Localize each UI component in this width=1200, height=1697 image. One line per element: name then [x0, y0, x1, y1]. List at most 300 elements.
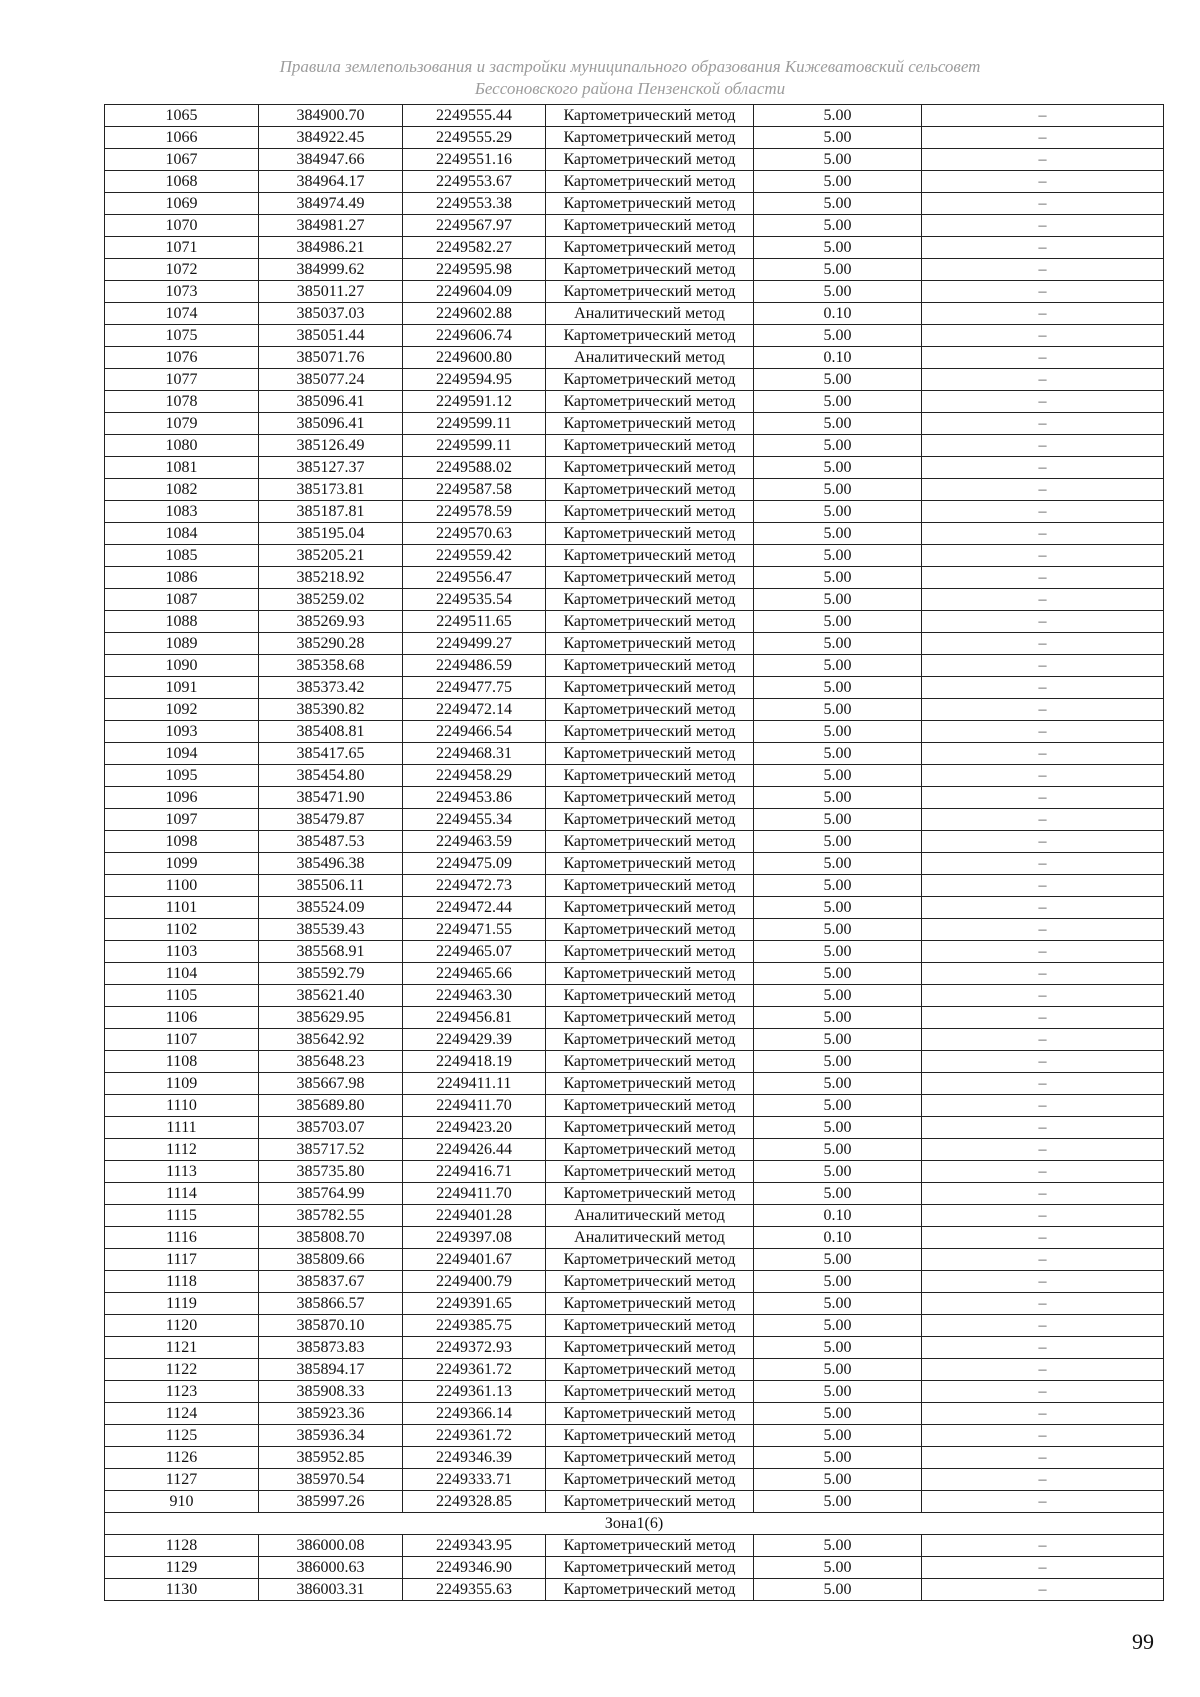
y-coordinate-cell: 2249499.27	[403, 633, 546, 655]
method-cell: Картометрический метод	[546, 501, 754, 523]
point-number-cell: 1101	[105, 897, 259, 919]
y-coordinate-cell: 2249600.80	[403, 347, 546, 369]
accuracy-cell: 5.00	[754, 1249, 922, 1271]
accuracy-cell: 5.00	[754, 963, 922, 985]
point-number-cell: 1128	[105, 1535, 259, 1557]
table-row	[105, 1469, 1164, 1491]
x-coordinate-cell: 385506.11	[259, 875, 403, 897]
method-cell: Картометрический метод	[546, 677, 754, 699]
method-cell: Картометрический метод	[546, 237, 754, 259]
accuracy-cell: 5.00	[754, 149, 922, 171]
point-number-cell: 1074	[105, 303, 259, 325]
note-cell: –	[922, 1007, 1164, 1029]
method-cell: Картометрический метод	[546, 1249, 754, 1271]
accuracy-cell: 5.00	[754, 1293, 922, 1315]
accuracy-cell: 5.00	[754, 391, 922, 413]
note-cell: –	[922, 765, 1164, 787]
method-cell: Аналитический метод	[546, 303, 754, 325]
table-row	[105, 237, 1164, 259]
point-number-cell: 1073	[105, 281, 259, 303]
point-number-cell: 1065	[105, 105, 259, 127]
accuracy-cell: 5.00	[754, 1557, 922, 1579]
y-coordinate-cell: 2249477.75	[403, 677, 546, 699]
note-cell: –	[922, 1359, 1164, 1381]
point-number-cell: 1122	[105, 1359, 259, 1381]
note-cell: –	[922, 1425, 1164, 1447]
table-row	[105, 1051, 1164, 1073]
x-coordinate-cell: 385997.26	[259, 1491, 403, 1513]
table-row	[105, 875, 1164, 897]
point-number-cell: 1105	[105, 985, 259, 1007]
method-cell: Картометрический метод	[546, 897, 754, 919]
note-cell: –	[922, 831, 1164, 853]
accuracy-cell: 5.00	[754, 1183, 922, 1205]
table-row	[105, 391, 1164, 413]
zone-label: Зона1(6)	[105, 1513, 1164, 1535]
y-coordinate-cell: 2249343.95	[403, 1535, 546, 1557]
note-cell: –	[922, 127, 1164, 149]
accuracy-cell: 5.00	[754, 435, 922, 457]
x-coordinate-cell: 385873.83	[259, 1337, 403, 1359]
table-row	[105, 479, 1164, 501]
method-cell: Картометрический метод	[546, 193, 754, 215]
note-cell: –	[922, 545, 1164, 567]
method-cell: Картометрический метод	[546, 765, 754, 787]
accuracy-cell: 5.00	[754, 611, 922, 633]
x-coordinate-cell: 385269.93	[259, 611, 403, 633]
accuracy-cell: 5.00	[754, 369, 922, 391]
table-row	[105, 1095, 1164, 1117]
accuracy-cell: 5.00	[754, 1161, 922, 1183]
table-row	[105, 193, 1164, 215]
note-cell: –	[922, 303, 1164, 325]
y-coordinate-cell: 2249551.16	[403, 149, 546, 171]
note-cell: –	[922, 897, 1164, 919]
x-coordinate-cell: 385259.02	[259, 589, 403, 611]
accuracy-cell: 5.00	[754, 1073, 922, 1095]
method-cell: Картометрический метод	[546, 1293, 754, 1315]
table-row	[105, 1315, 1164, 1337]
table-row	[105, 1381, 1164, 1403]
note-cell: –	[922, 1535, 1164, 1557]
note-cell: –	[922, 1051, 1164, 1073]
x-coordinate-cell: 385866.57	[259, 1293, 403, 1315]
point-number-cell: 1071	[105, 237, 259, 259]
x-coordinate-cell: 385642.92	[259, 1029, 403, 1051]
y-coordinate-cell: 2249602.88	[403, 303, 546, 325]
y-coordinate-cell: 2249456.81	[403, 1007, 546, 1029]
table-row	[105, 1073, 1164, 1095]
y-coordinate-cell: 2249535.54	[403, 589, 546, 611]
table-row	[105, 1161, 1164, 1183]
x-coordinate-cell: 385290.28	[259, 633, 403, 655]
note-cell: –	[922, 853, 1164, 875]
x-coordinate-cell: 385908.33	[259, 1381, 403, 1403]
method-cell: Картометрический метод	[546, 611, 754, 633]
table-row	[105, 435, 1164, 457]
note-cell: –	[922, 1315, 1164, 1337]
x-coordinate-cell: 385096.41	[259, 413, 403, 435]
accuracy-cell: 5.00	[754, 501, 922, 523]
y-coordinate-cell: 2249555.44	[403, 105, 546, 127]
x-coordinate-cell: 385648.23	[259, 1051, 403, 1073]
point-number-cell: 1080	[105, 435, 259, 457]
accuracy-cell: 5.00	[754, 1117, 922, 1139]
method-cell: Картометрический метод	[546, 1535, 754, 1557]
table-row	[105, 1359, 1164, 1381]
accuracy-cell: 5.00	[754, 1271, 922, 1293]
y-coordinate-cell: 2249372.93	[403, 1337, 546, 1359]
y-coordinate-cell: 2249328.85	[403, 1491, 546, 1513]
x-coordinate-cell: 385205.21	[259, 545, 403, 567]
y-coordinate-cell: 2249458.29	[403, 765, 546, 787]
point-number-cell: 1103	[105, 941, 259, 963]
accuracy-cell: 5.00	[754, 281, 922, 303]
note-cell: –	[922, 699, 1164, 721]
point-number-cell: 1091	[105, 677, 259, 699]
point-number-cell: 1096	[105, 787, 259, 809]
method-cell: Аналитический метод	[546, 1227, 754, 1249]
table-row	[105, 699, 1164, 721]
document-header	[100, 56, 1160, 100]
y-coordinate-cell: 2249361.72	[403, 1359, 546, 1381]
y-coordinate-cell: 2249472.73	[403, 875, 546, 897]
x-coordinate-cell: 386003.31	[259, 1579, 403, 1601]
point-number-cell: 1127	[105, 1469, 259, 1491]
accuracy-cell: 5.00	[754, 809, 922, 831]
accuracy-cell: 5.00	[754, 721, 922, 743]
table-row	[105, 149, 1164, 171]
y-coordinate-cell: 2249465.66	[403, 963, 546, 985]
point-number-cell: 1083	[105, 501, 259, 523]
accuracy-cell: 5.00	[754, 1337, 922, 1359]
point-number-cell: 1102	[105, 919, 259, 941]
table-row	[105, 215, 1164, 237]
accuracy-cell: 0.10	[754, 303, 922, 325]
y-coordinate-cell: 2249333.71	[403, 1469, 546, 1491]
point-number-cell: 1069	[105, 193, 259, 215]
x-coordinate-cell: 385408.81	[259, 721, 403, 743]
method-cell: Картометрический метод	[546, 523, 754, 545]
x-coordinate-cell: 385479.87	[259, 809, 403, 831]
note-cell: –	[922, 457, 1164, 479]
y-coordinate-cell: 2249400.79	[403, 1271, 546, 1293]
method-cell: Картометрический метод	[546, 633, 754, 655]
point-number-cell: 1078	[105, 391, 259, 413]
method-cell: Картометрический метод	[546, 1161, 754, 1183]
method-cell: Картометрический метод	[546, 963, 754, 985]
method-cell: Картометрический метод	[546, 853, 754, 875]
y-coordinate-cell: 2249385.75	[403, 1315, 546, 1337]
point-number-cell: 1120	[105, 1315, 259, 1337]
point-number-cell: 1079	[105, 413, 259, 435]
table-row	[105, 347, 1164, 369]
accuracy-cell: 5.00	[754, 479, 922, 501]
y-coordinate-cell: 2249594.95	[403, 369, 546, 391]
y-coordinate-cell: 2249346.39	[403, 1447, 546, 1469]
method-cell: Картометрический метод	[546, 699, 754, 721]
table-row	[105, 1205, 1164, 1227]
x-coordinate-cell: 385809.66	[259, 1249, 403, 1271]
point-number-cell: 1088	[105, 611, 259, 633]
coordinates-table	[104, 104, 1164, 1601]
table-row	[105, 897, 1164, 919]
x-coordinate-cell: 385417.65	[259, 743, 403, 765]
x-coordinate-cell: 385952.85	[259, 1447, 403, 1469]
table-row	[105, 1337, 1164, 1359]
method-cell: Аналитический метод	[546, 1205, 754, 1227]
note-cell: –	[922, 369, 1164, 391]
y-coordinate-cell: 2249429.39	[403, 1029, 546, 1051]
x-coordinate-cell: 385011.27	[259, 281, 403, 303]
y-coordinate-cell: 2249423.20	[403, 1117, 546, 1139]
y-coordinate-cell: 2249567.97	[403, 215, 546, 237]
x-coordinate-cell: 385195.04	[259, 523, 403, 545]
point-number-cell: 1118	[105, 1271, 259, 1293]
table-row	[105, 1425, 1164, 1447]
point-number-cell: 1109	[105, 1073, 259, 1095]
note-cell: –	[922, 259, 1164, 281]
accuracy-cell: 5.00	[754, 413, 922, 435]
x-coordinate-cell: 385629.95	[259, 1007, 403, 1029]
y-coordinate-cell: 2249361.72	[403, 1425, 546, 1447]
x-coordinate-cell: 385358.68	[259, 655, 403, 677]
point-number-cell: 1115	[105, 1205, 259, 1227]
method-cell: Картометрический метод	[546, 875, 754, 897]
method-cell: Картометрический метод	[546, 1469, 754, 1491]
accuracy-cell: 5.00	[754, 1315, 922, 1337]
x-coordinate-cell: 385870.10	[259, 1315, 403, 1337]
point-number-cell: 1106	[105, 1007, 259, 1029]
point-number-cell: 1092	[105, 699, 259, 721]
table-row	[105, 501, 1164, 523]
note-cell: –	[922, 611, 1164, 633]
method-cell: Картометрический метод	[546, 1403, 754, 1425]
y-coordinate-cell: 2249411.11	[403, 1073, 546, 1095]
x-coordinate-cell: 385735.80	[259, 1161, 403, 1183]
point-number-cell: 1123	[105, 1381, 259, 1403]
y-coordinate-cell: 2249587.58	[403, 479, 546, 501]
note-cell: –	[922, 1447, 1164, 1469]
note-cell: –	[922, 281, 1164, 303]
note-cell: –	[922, 501, 1164, 523]
accuracy-cell: 0.10	[754, 1205, 922, 1227]
table-row	[105, 545, 1164, 567]
accuracy-cell: 5.00	[754, 831, 922, 853]
accuracy-cell: 5.00	[754, 677, 922, 699]
y-coordinate-cell: 2249401.28	[403, 1205, 546, 1227]
table-row	[105, 1117, 1164, 1139]
note-cell: –	[922, 1205, 1164, 1227]
y-coordinate-cell: 2249606.74	[403, 325, 546, 347]
note-cell: –	[922, 721, 1164, 743]
table-row	[105, 171, 1164, 193]
y-coordinate-cell: 2249578.59	[403, 501, 546, 523]
note-cell: –	[922, 391, 1164, 413]
accuracy-cell: 5.00	[754, 1051, 922, 1073]
page-number: 99	[1132, 1629, 1154, 1654]
table-row	[105, 1183, 1164, 1205]
y-coordinate-cell: 2249556.47	[403, 567, 546, 589]
method-cell: Картометрический метод	[546, 1183, 754, 1205]
x-coordinate-cell: 385689.80	[259, 1095, 403, 1117]
note-cell: –	[922, 1337, 1164, 1359]
method-cell: Картометрический метод	[546, 1095, 754, 1117]
y-coordinate-cell: 2249355.63	[403, 1579, 546, 1601]
note-cell: –	[922, 215, 1164, 237]
y-coordinate-cell: 2249588.02	[403, 457, 546, 479]
note-cell: –	[922, 105, 1164, 127]
note-cell: –	[922, 1183, 1164, 1205]
table-row	[105, 1557, 1164, 1579]
note-cell: –	[922, 1029, 1164, 1051]
note-cell: –	[922, 1381, 1164, 1403]
note-cell: –	[922, 171, 1164, 193]
accuracy-cell: 5.00	[754, 237, 922, 259]
x-coordinate-cell: 385970.54	[259, 1469, 403, 1491]
method-cell: Картометрический метод	[546, 127, 754, 149]
accuracy-cell: 5.00	[754, 897, 922, 919]
y-coordinate-cell: 2249361.13	[403, 1381, 546, 1403]
accuracy-cell: 5.00	[754, 1359, 922, 1381]
note-cell: –	[922, 479, 1164, 501]
method-cell: Картометрический метод	[546, 391, 754, 413]
note-cell: –	[922, 413, 1164, 435]
point-number-cell: 1066	[105, 127, 259, 149]
method-cell: Картометрический метод	[546, 743, 754, 765]
point-number-cell: 1068	[105, 171, 259, 193]
y-coordinate-cell: 2249559.42	[403, 545, 546, 567]
point-number-cell: 1117	[105, 1249, 259, 1271]
accuracy-cell: 5.00	[754, 567, 922, 589]
method-cell: Картометрический метод	[546, 831, 754, 853]
accuracy-cell: 5.00	[754, 589, 922, 611]
table-row	[105, 567, 1164, 589]
y-coordinate-cell: 2249453.86	[403, 787, 546, 809]
point-number-cell: 1075	[105, 325, 259, 347]
accuracy-cell: 5.00	[754, 633, 922, 655]
x-coordinate-cell: 385621.40	[259, 985, 403, 1007]
x-coordinate-cell: 385717.52	[259, 1139, 403, 1161]
table-row	[105, 655, 1164, 677]
method-cell: Картометрический метод	[546, 369, 754, 391]
accuracy-cell: 5.00	[754, 325, 922, 347]
table-row	[105, 325, 1164, 347]
method-cell: Картометрический метод	[546, 985, 754, 1007]
note-cell: –	[922, 237, 1164, 259]
x-coordinate-cell: 385568.91	[259, 941, 403, 963]
note-cell: –	[922, 941, 1164, 963]
x-coordinate-cell: 385487.53	[259, 831, 403, 853]
note-cell: –	[922, 1491, 1164, 1513]
x-coordinate-cell: 385454.80	[259, 765, 403, 787]
method-cell: Картометрический метод	[546, 1315, 754, 1337]
method-cell: Картометрический метод	[546, 1051, 754, 1073]
method-cell: Картометрический метод	[546, 589, 754, 611]
method-cell: Картометрический метод	[546, 919, 754, 941]
x-coordinate-cell: 385808.70	[259, 1227, 403, 1249]
y-coordinate-cell: 2249604.09	[403, 281, 546, 303]
accuracy-cell: 5.00	[754, 1139, 922, 1161]
accuracy-cell: 0.10	[754, 1227, 922, 1249]
note-cell: –	[922, 677, 1164, 699]
point-number-cell: 1082	[105, 479, 259, 501]
table-row	[105, 413, 1164, 435]
accuracy-cell: 5.00	[754, 1535, 922, 1557]
point-number-cell: 1086	[105, 567, 259, 589]
note-cell: –	[922, 1403, 1164, 1425]
point-number-cell: 1070	[105, 215, 259, 237]
y-coordinate-cell: 2249391.65	[403, 1293, 546, 1315]
accuracy-cell: 5.00	[754, 985, 922, 1007]
table-body	[105, 105, 1164, 1601]
method-cell: Картометрический метод	[546, 1073, 754, 1095]
note-cell: –	[922, 1469, 1164, 1491]
accuracy-cell: 5.00	[754, 1403, 922, 1425]
method-cell: Картометрический метод	[546, 1029, 754, 1051]
x-coordinate-cell: 385894.17	[259, 1359, 403, 1381]
table-row	[105, 611, 1164, 633]
x-coordinate-cell: 385703.07	[259, 1117, 403, 1139]
table-row	[105, 1029, 1164, 1051]
x-coordinate-cell: 384900.70	[259, 105, 403, 127]
point-number-cell: 1085	[105, 545, 259, 567]
note-cell: –	[922, 919, 1164, 941]
x-coordinate-cell: 385923.36	[259, 1403, 403, 1425]
y-coordinate-cell: 2249463.30	[403, 985, 546, 1007]
point-number-cell: 1089	[105, 633, 259, 655]
method-cell: Картометрический метод	[546, 171, 754, 193]
y-coordinate-cell: 2249553.38	[403, 193, 546, 215]
table-row	[105, 1293, 1164, 1315]
note-cell: –	[922, 1227, 1164, 1249]
x-coordinate-cell: 385096.41	[259, 391, 403, 413]
accuracy-cell: 5.00	[754, 1425, 922, 1447]
table-row	[105, 457, 1164, 479]
table-row	[105, 1403, 1164, 1425]
x-coordinate-cell: 385373.42	[259, 677, 403, 699]
accuracy-cell: 5.00	[754, 1469, 922, 1491]
y-coordinate-cell: 2249472.44	[403, 897, 546, 919]
header-line-2: Бессоновского района Пензенской области	[474, 79, 786, 98]
y-coordinate-cell: 2249570.63	[403, 523, 546, 545]
method-cell: Картометрический метод	[546, 1579, 754, 1601]
x-coordinate-cell: 385496.38	[259, 853, 403, 875]
accuracy-cell: 5.00	[754, 1381, 922, 1403]
point-number-cell: 1104	[105, 963, 259, 985]
point-number-cell: 1113	[105, 1161, 259, 1183]
point-number-cell: 1107	[105, 1029, 259, 1051]
y-coordinate-cell: 2249475.09	[403, 853, 546, 875]
x-coordinate-cell: 385539.43	[259, 919, 403, 941]
method-cell: Картометрический метод	[546, 1271, 754, 1293]
method-cell: Картометрический метод	[546, 1491, 754, 1513]
y-coordinate-cell: 2249555.29	[403, 127, 546, 149]
point-number-cell: 1090	[105, 655, 259, 677]
point-number-cell: 1072	[105, 259, 259, 281]
method-cell: Картометрический метод	[546, 721, 754, 743]
note-cell: –	[922, 1579, 1164, 1601]
table-row	[105, 1535, 1164, 1557]
method-cell: Картометрический метод	[546, 259, 754, 281]
x-coordinate-cell: 385764.99	[259, 1183, 403, 1205]
method-cell: Картометрический метод	[546, 941, 754, 963]
table-row	[105, 677, 1164, 699]
point-number-cell: 1108	[105, 1051, 259, 1073]
point-number-cell: 1094	[105, 743, 259, 765]
y-coordinate-cell: 2249366.14	[403, 1403, 546, 1425]
y-coordinate-cell: 2249595.98	[403, 259, 546, 281]
